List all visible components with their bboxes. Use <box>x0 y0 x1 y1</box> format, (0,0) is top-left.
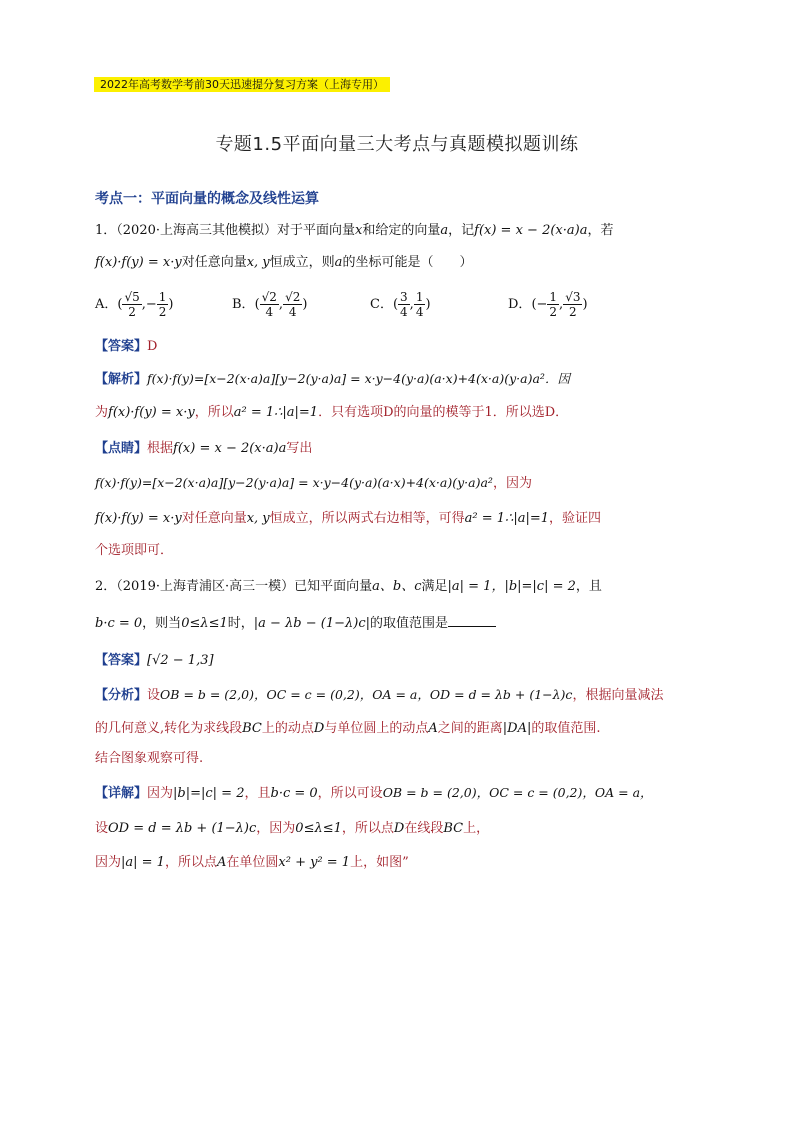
header-band: 2022年高考数学考前30天迅速提分复习方案（上海专用） <box>94 77 390 92</box>
math-norm: |a| = 1 <box>121 855 165 870</box>
analysis-text: 的几何意义,转化为求线段 <box>95 721 243 736</box>
math-vectors: OB = b = (2,0)，OC = c = (0,2)，OA = a，OD = d = λb + (1−λ)c <box>160 687 573 702</box>
math-xy: x, y <box>246 511 270 526</box>
q1-stem-text: 恒成立，则 <box>269 255 335 270</box>
q1-comment-line2 <box>95 474 532 493</box>
detail-text: 上， <box>463 821 490 836</box>
comment-text: 恒成立，所以两式右边相等，可得 <box>269 511 465 526</box>
denominator: 2 <box>158 305 167 319</box>
fraction <box>260 290 279 319</box>
q2-stem-text: 时， <box>227 616 254 631</box>
q2-analysis-line1 <box>95 686 663 705</box>
q1-comment-line4: 个选项即可． <box>95 543 174 558</box>
math-abc: a、b、c <box>372 579 422 594</box>
comment-text: ，验证四 <box>549 511 602 526</box>
q2-stem-line1 <box>95 578 602 596</box>
detail-text: ，所以点 <box>164 855 217 870</box>
math-a: a <box>334 255 343 270</box>
math-fxfy: f(x)·f(y) = x·y <box>108 405 195 420</box>
denominator: 2 <box>569 305 577 319</box>
section-heading: 考点一：平面向量的概念及线性运算 <box>95 191 319 207</box>
q1-comment-line3 <box>95 510 601 528</box>
math-point: D <box>393 821 405 836</box>
analysis-text: 与单位圆上的动点 <box>324 721 429 736</box>
answer-value: [√2 − 1,3] <box>147 653 214 668</box>
numerator: 1 <box>158 290 167 304</box>
analysis-text: 设 <box>147 688 161 703</box>
math-lambda-range: 0≤λ≤1 <box>181 616 228 631</box>
math-vectors: OB = b = (2,0)，OC = c = (0,2)，OA = a， <box>382 785 653 800</box>
fraction <box>547 290 559 319</box>
detail-text: ，因为 <box>256 821 296 836</box>
analysis-text: ，所以 <box>194 405 234 420</box>
math-point: A <box>216 855 227 870</box>
answer-tag: 【答案】 <box>95 653 148 668</box>
q1-stem-text: 1．（2020·上海高三其他模拟）对于平面向量 <box>95 223 355 238</box>
comment-text: ，因为 <box>492 476 532 491</box>
math-bc-zero: b·c = 0 <box>270 786 318 801</box>
math-expansion: f(x)·f(y)=[x−2(x·a)a][y−2(y·a)a] = x·y−4(y·a)(a·x)+4(x·a)(y·a)a² <box>95 475 493 490</box>
numerator: 1 <box>415 290 424 304</box>
q1-option-d: D．(− $\frac{1}{2}$ , $\frac{√3}{2}$ ) <box>508 290 588 319</box>
comment-tag: 【点睛】 <box>95 441 148 456</box>
math-xy: x, y <box>246 255 270 270</box>
detail-text: ，所以可设 <box>317 786 383 801</box>
q1-option-a: A．( $\frac{√5}{2}$ ,− $\frac{1}{2}$ ) <box>95 290 174 319</box>
analysis-tag: 【解析】 <box>95 372 148 387</box>
detail-tag: 【详解】 <box>95 786 148 801</box>
analysis-text: ，根据向量减法 <box>572 688 664 703</box>
q2-stem-line2 <box>95 614 496 633</box>
comment-text: 写出 <box>286 441 313 456</box>
math-norm: a² = 1∴|a|=1 <box>464 511 550 526</box>
option-label: B． <box>232 297 255 312</box>
math-norms: |a| = 1，|b|=|c| = 2 <box>447 579 576 594</box>
fraction <box>122 290 141 319</box>
math-expression: |a − λb − (1−λ)c| <box>253 616 370 631</box>
denominator: 4 <box>400 305 408 319</box>
analysis-text: 的取值范围. <box>531 721 601 736</box>
denominator: 2 <box>549 305 558 319</box>
q1-option-b: B．( $\frac{√2}{4}$ , $\frac{√2}{4}$ ) <box>232 290 308 319</box>
q1-answer <box>95 338 157 356</box>
math-distance: |DA| <box>502 721 532 736</box>
q2-stem-text: ，且 <box>575 579 602 594</box>
q1-stem-text: 对任意向量 <box>181 255 247 270</box>
q2-analysis-line2 <box>95 720 600 738</box>
denominator: 2 <box>128 305 136 319</box>
math-norms: |b|=|c| = 2 <box>173 786 245 801</box>
q2-stem-text: 满足 <box>421 579 448 594</box>
denominator: 4 <box>265 305 274 319</box>
q2-answer <box>95 652 214 670</box>
math-point: A <box>428 721 438 736</box>
numerator: 3 <box>400 290 408 304</box>
q2-detail-line1 <box>95 784 653 803</box>
fraction <box>157 290 169 319</box>
answer-value: D <box>147 339 158 354</box>
detail-text: 上，如图” <box>350 855 409 870</box>
answer-tag: 【答案】 <box>95 339 148 354</box>
q2-analysis-line3: 结合图象观察可得. <box>95 751 204 766</box>
math-od: OD = d = λb + (1−λ)c <box>108 821 257 836</box>
q2-detail-line3 <box>95 854 409 872</box>
math-expansion: f(x)·f(y)=[x−2(x·a)a][y−2(y·a)a] = x·y−4(y·a)(a·x)+4(x·a)(y·a)a²．因 <box>147 371 570 386</box>
math-segment: BC <box>242 721 262 736</box>
math-a: a <box>440 223 449 238</box>
q2-detail-line2 <box>95 820 489 838</box>
detail-text: 设 <box>95 821 109 836</box>
q1-analysis-line1 <box>95 370 570 389</box>
q1-option-c: C．( $\frac{3}{4}$ , $\frac{1}{4}$ ) <box>370 290 431 319</box>
math-fxfy: f(x)·f(y) = x·y <box>95 255 182 270</box>
math-fx-def: f(x) = x − 2(x·a)a <box>173 441 287 456</box>
numerator: √2 <box>285 290 301 304</box>
q1-stem-line1 <box>95 222 613 240</box>
math-bc-zero: b·c = 0 <box>95 616 143 631</box>
q1-stem-text: 和给定的向量 <box>362 223 441 238</box>
analysis-text: 上的动点 <box>261 721 314 736</box>
analysis-tag: 【分析】 <box>95 688 148 703</box>
comment-text: 对任意向量 <box>181 511 247 526</box>
option-label: A． <box>95 297 118 312</box>
math-fxfy: f(x)·f(y) = x·y <box>95 511 182 526</box>
fraction <box>563 290 582 319</box>
math-point: D <box>313 721 325 736</box>
q2-stem-text: 的取值范围是 <box>370 616 449 631</box>
detail-text: 因为 <box>95 855 122 870</box>
math-circle: x² + y² = 1 <box>278 855 351 870</box>
option-label: D． <box>508 297 532 312</box>
q1-comment-line1 <box>95 440 312 458</box>
analysis-text: 之间的距离 <box>437 721 503 736</box>
detail-text: ，所以点 <box>341 821 394 836</box>
q2-stem-text: ，则当 <box>142 616 182 631</box>
q1-stem-text: ，记 <box>448 223 475 238</box>
math-norm: a² = 1∴|a|=1 <box>233 405 319 420</box>
analysis-text: ．只有选项D的向量的模等于1．所以选D． <box>318 405 569 420</box>
page-title: 专题1.5平面向量三大考点与真题模拟题训练 <box>215 134 579 155</box>
q1-stem-line2 <box>95 254 472 272</box>
fraction <box>398 290 410 319</box>
numerator: √5 <box>124 290 140 304</box>
math-fx-def: f(x) = x − 2(x·a)a <box>474 223 588 238</box>
fraction <box>283 290 302 319</box>
detail-text: ，且 <box>244 786 271 801</box>
detail-text: 在单位圆 <box>226 855 279 870</box>
option-label: C． <box>370 297 393 312</box>
numerator: 1 <box>549 290 558 304</box>
denominator: 4 <box>288 305 297 319</box>
q1-stem-text: ，若 <box>587 223 614 238</box>
denominator: 4 <box>415 305 424 319</box>
numerator: √2 <box>261 290 277 304</box>
q1-analysis-line2 <box>95 404 568 422</box>
q1-stem-text: 的坐标可能是（ ） <box>342 255 473 270</box>
fraction <box>414 290 426 319</box>
math-segment: BC <box>443 821 464 836</box>
math-x: x <box>355 223 363 238</box>
math-lambda-range: 0≤λ≤1 <box>295 821 342 836</box>
detail-text: 因为 <box>147 786 174 801</box>
q2-stem-text: 2．（2019·上海青浦区·高三一模）已知平面向量 <box>95 579 373 594</box>
analysis-text: 为 <box>95 405 109 420</box>
numerator: √3 <box>565 290 581 304</box>
comment-text: 根据 <box>147 441 174 456</box>
answer-blank <box>448 614 496 627</box>
detail-text: 在线段 <box>404 821 444 836</box>
